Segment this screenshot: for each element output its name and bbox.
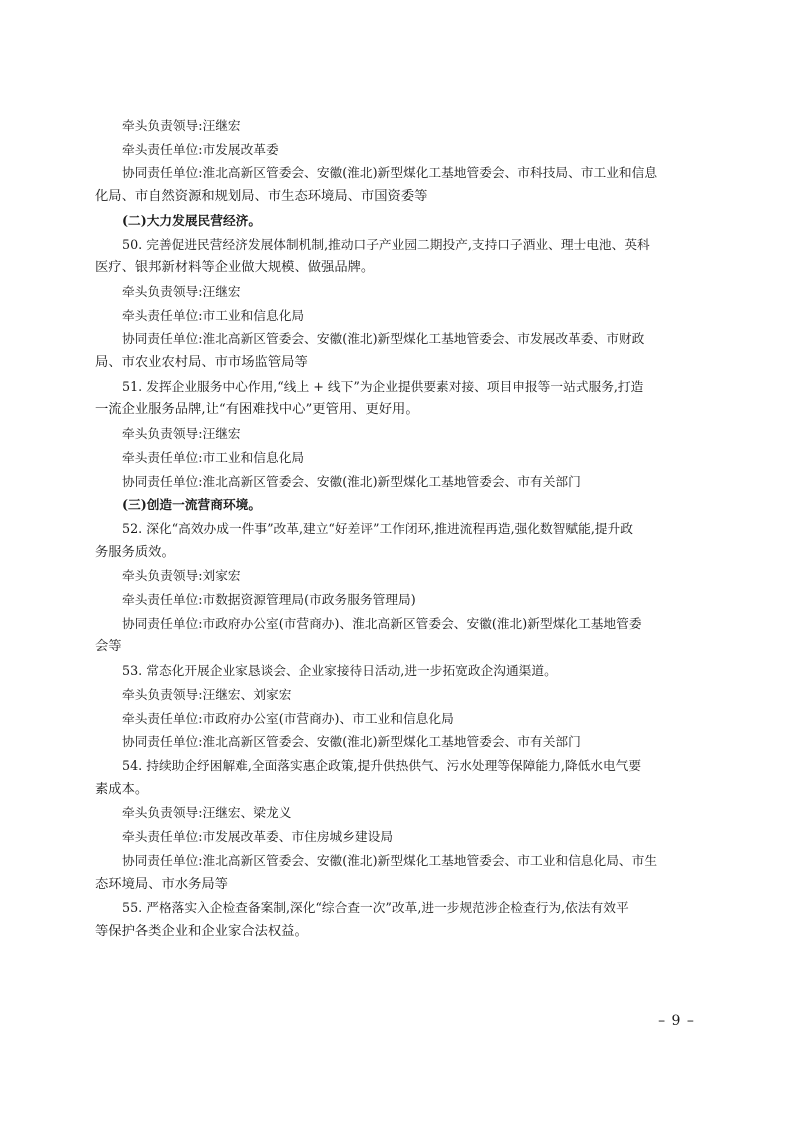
text-line: 协同责任单位:淮北高新区管委会、安徽(淮北)新型煤化工基地管委会、市有关部门 — [122, 734, 581, 750]
text-line: 牵头责任单位:市工业和信息化局 — [122, 449, 305, 465]
text-line: 素成本。 — [95, 781, 149, 797]
text-line: 牵头责任单位:市数据资源管理局(市政务服务管理局) — [122, 592, 416, 608]
document-body — [95, 114, 700, 944]
page-number-text: – 9 – — [658, 1013, 695, 1029]
text-line: 牵头负责领导:刘家宏 — [122, 568, 241, 584]
text-line: 医疗、银邦新材料等企业做大规模、做强品牌。 — [95, 260, 375, 276]
text-line: 协同责任单位:淮北高新区管委会、安徽(淮北)新型煤化工基地管委会、市工业和信息化局、市生 — [122, 852, 658, 868]
text-line: 化局、市自然资源和规划局、市生态环境局、市国资委等 — [95, 189, 428, 205]
text-line: 53. 常态化开展企业家恳谈会、企业家接待日活动,进一步拓宽政企沟通渠道。 — [122, 663, 557, 679]
text-line: 牵头负责领导:汪继宏、刘家宏 — [122, 686, 292, 702]
text-line: 牵头负责领导:汪继宏 — [122, 426, 241, 442]
text-line: 52. 深化“高效办成一件事”改革,建立“好差评”工作闭环,推进流程再造,强化数智赋能,提升政 — [122, 520, 633, 536]
text-line: 协同责任单位:淮北高新区管委会、安徽(淮北)新型煤化工基地管委会、市科技局、市工业和信息 — [122, 165, 658, 181]
text-line: 务服务质效。 — [95, 544, 175, 560]
text-line: 态环境局、市水务局等 — [95, 876, 228, 892]
text-line: 牵头责任单位:市政府办公室(市营商办)、市工业和信息化局 — [122, 710, 454, 726]
text-line: 协同责任单位:市政府办公室(市营商办)、淮北高新区管委会、安徽(淮北)新型煤化工基地管委 — [122, 615, 642, 631]
text-line: 牵头责任单位:市工业和信息化局 — [122, 307, 305, 323]
text-line: 54. 持续助企纾困解难,全面落实惠企政策,提升供热供气、污水处理等保障能力,降低水电气要 — [122, 757, 642, 773]
text-line: 牵头责任单位:市发展改革委、市住房城乡建设局 — [122, 829, 394, 845]
text-line: 牵头责任单位:市发展改革委 — [122, 141, 279, 157]
text-line: 55. 严格落实入企检查备案制,深化“综合查一次”改革,进一步规范涉企检查行为,依法有效平 — [122, 900, 629, 916]
text-line: 协同责任单位:淮北高新区管委会、安徽(淮北)新型煤化工基地管委会、市发展改革委、市财政 — [122, 331, 645, 347]
text-line: 50. 完善促进民营经济发展体制机制,推动口子产业园二期投产,支持口子酒业、理士电池、英科 — [122, 236, 650, 252]
text-line: 局、市农业农村局、市市场监管局等 — [95, 355, 308, 371]
text-line: 等保护各类企业和企业家合法权益。 — [95, 923, 308, 939]
page-number — [0, 1013, 793, 1029]
text-line: 牵头负责领导:汪继宏 — [122, 118, 241, 133]
text-line: 牵头负责领导:汪继宏、梁龙义 — [122, 805, 292, 821]
section-heading: (三)创造一流营商环境。 — [122, 497, 262, 513]
text-line: 牵头负责领导:汪继宏 — [122, 283, 241, 299]
text-line: 51. 发挥企业服务中心作用,“线上 + 线下”为企业提供要素对接、项目申报等一站式服务,打造 — [122, 378, 644, 394]
text-line: 协同责任单位:淮北高新区管委会、安徽(淮北)新型煤化工基地管委会、市有关部门 — [122, 473, 581, 489]
text-line: 一流企业服务品牌,让“有困难找中心”更管用、更好用。 — [95, 402, 419, 418]
text-line: 会等 — [95, 639, 122, 655]
section-heading: (二)大力发展民营经济。 — [122, 212, 262, 228]
